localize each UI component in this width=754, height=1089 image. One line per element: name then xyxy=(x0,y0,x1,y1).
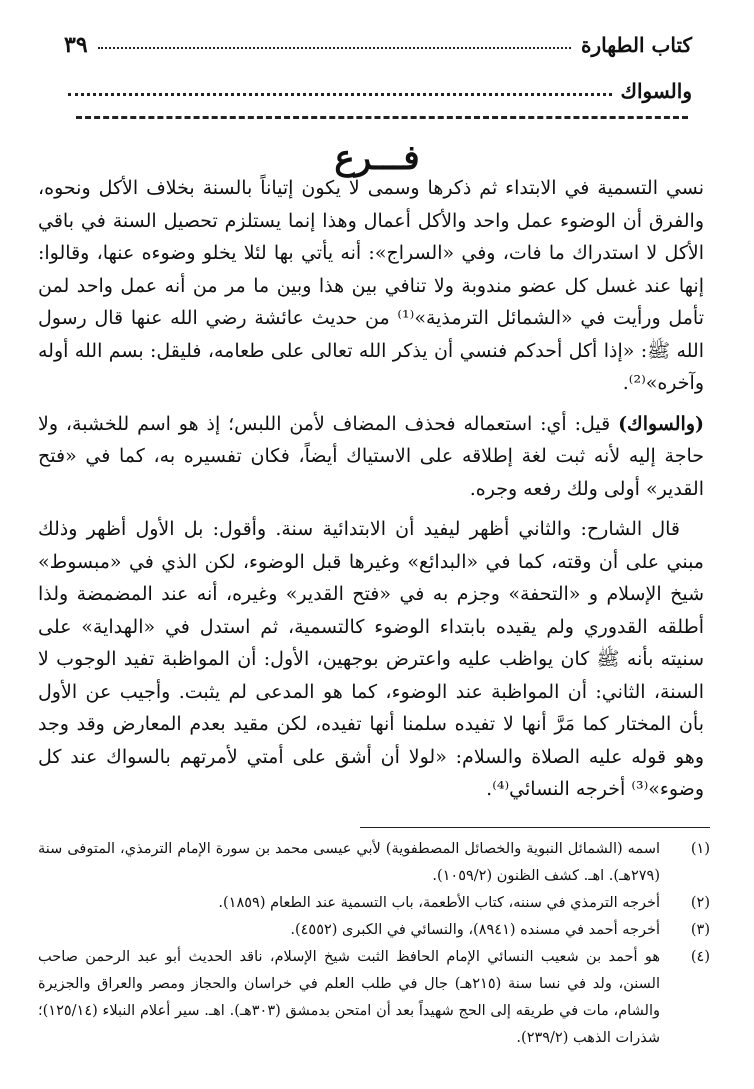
paragraph-1 xyxy=(38,172,704,400)
chapter-title: كتاب الطهارة xyxy=(581,33,692,57)
footnote-rule xyxy=(360,827,710,828)
paragraph-3 xyxy=(38,513,704,806)
matn-catchword-line xyxy=(68,76,692,106)
footnote-4 xyxy=(38,944,710,1052)
main-text xyxy=(38,172,704,814)
section-heading: فـــرع xyxy=(334,138,420,178)
footnote-3-text: أخرجه أحمد في مسنده (٨٩٤١)، والنسائي في الكبرى (٤٥٥٢). xyxy=(290,922,660,938)
running-header xyxy=(64,28,692,62)
footnote-1-number: (١) xyxy=(690,841,710,857)
footnote-3-number: (٣) xyxy=(690,922,710,938)
footnote-2 xyxy=(38,890,710,917)
footnote-1 xyxy=(38,836,710,890)
paragraph-2-lead: (والسواك) xyxy=(618,412,704,435)
footnotes xyxy=(38,836,710,1052)
footnote-1-text: اسمه (الشمائل النبوية والخصائل المصطفوية) لأبي عيسى محمد بن سورة الإمام الترمذي، المتوفى سنة (٢٧٩هـ). اهـ. كشف الظنون (١٠٥٩/٢). xyxy=(38,841,660,884)
paragraph-2-text: قيل: أي: استعماله فحذف المضاف لأمن اللبس؛ إذ هو اسم للخشبة، ولا حاجة إليه لأنه ثبت لغة إطلاقه على الاستياك أيضاً، فكان تفسيره به، كما في «فتح القدير» أولى ولك رفعه وجره. xyxy=(38,412,704,500)
paragraph-1-text: نسي التسمية في الابتداء ثم ذكرها وسمى لا يكون إتياناً بالسنة بخلاف الأكل ونحوه، والفرق أن الوضوء عمل واحد والأكل أعمال وهذا إنما يستلزم تحصيل السنة في باقي الأكل لا استدراك ما فات، وفي «السراج»: أنه يأتي بها لئلا يخلو وضوءه عنها، وقالوا: إنها عند غسل كل عضو مندوبة ولا تنافي بين هذا وبين ما مر من أنه عمل واحد لمن تأمل ورأيت في «الشمائل الترمذية»⁽¹⁾ من حديث عائشة رضي الله عنها قال رسول الله ﷺ: «إذا أكل أحدكم فنسي أن يذكر الله تعالى على طعامه، فليقل: بسم الله أوله وآخره»⁽²⁾. xyxy=(38,177,704,394)
dashed-separator xyxy=(76,116,688,119)
footnote-3 xyxy=(38,917,710,944)
paragraph-2 xyxy=(38,408,704,506)
page-number: ٣٩ xyxy=(64,32,88,58)
catchword-dotted-leader xyxy=(68,93,612,96)
footnote-2-text: أخرجه الترمذي في سننه، كتاب الأطعمة، باب التسمية عند الطعام (١٨٥٩). xyxy=(218,895,660,911)
paragraph-3-text: قال الشارح: والثاني أظهر ليفيد أن الابتدائية سنة. وأقول: بل الأول أظهر وذلك مبني على أن وقته، كما في «البدائع» وغيرها قبل الوضوء، لكن الذي في «مبسوط» شيخ الإسلام و «التحفة» وجزم به في «فتح القدير» وغيره، أنه عند المضمضة ولذا أطلقه القدوري ولم يقيده بابتداء الوضوء كالتسمية، ثم استدل في «الهداية» على سنيته بأنه ﷺ كان يواظب عليه واعترض بوجهين، الأول: أن المواظبة تفيد الوجوب لا السنة، الثاني: أن المواظبة عند الوضوء، كما هو المدعى لم يثبت. وأجيب عن الأول بأن المختار كما مَرَّ أنها لا تفيده سلمنا أنها تفيده، لكن مقيد بعدم المعارض وقد وجد وهو قوله عليه الصلاة والسلام: «لولا أن أشق على أمتي لأمرتهم بالسواك عند كل وضوء»⁽³⁾ أخرجه النسائي⁽⁴⁾. xyxy=(38,518,704,800)
header-dotted-leader xyxy=(98,47,571,49)
footnote-2-number: (٢) xyxy=(690,895,710,911)
footnote-4-text: هو أحمد بن شعيب النسائي الإمام الحافظ الثبت شيخ الإسلام، ناقد الحديث أبو عبد الرحمن صاحب السنن، ولد في نسا سنة (٢١٥هـ) جال في طلب العلم في خراسان والحجاز ومصر والعراق والجزيرة والشام، مات في طريقه إلى الحج شهيداً بعد أن امتحن بدمشق (٣٠٣هـ). اهـ. سير أعلام النبلاء (١٢٥/١٤)؛ شذرات الذهب (٢٣٩/٢). xyxy=(38,949,660,1046)
footnote-4-number: (٤) xyxy=(690,949,710,965)
matn-catchword: والسواك xyxy=(620,79,692,103)
